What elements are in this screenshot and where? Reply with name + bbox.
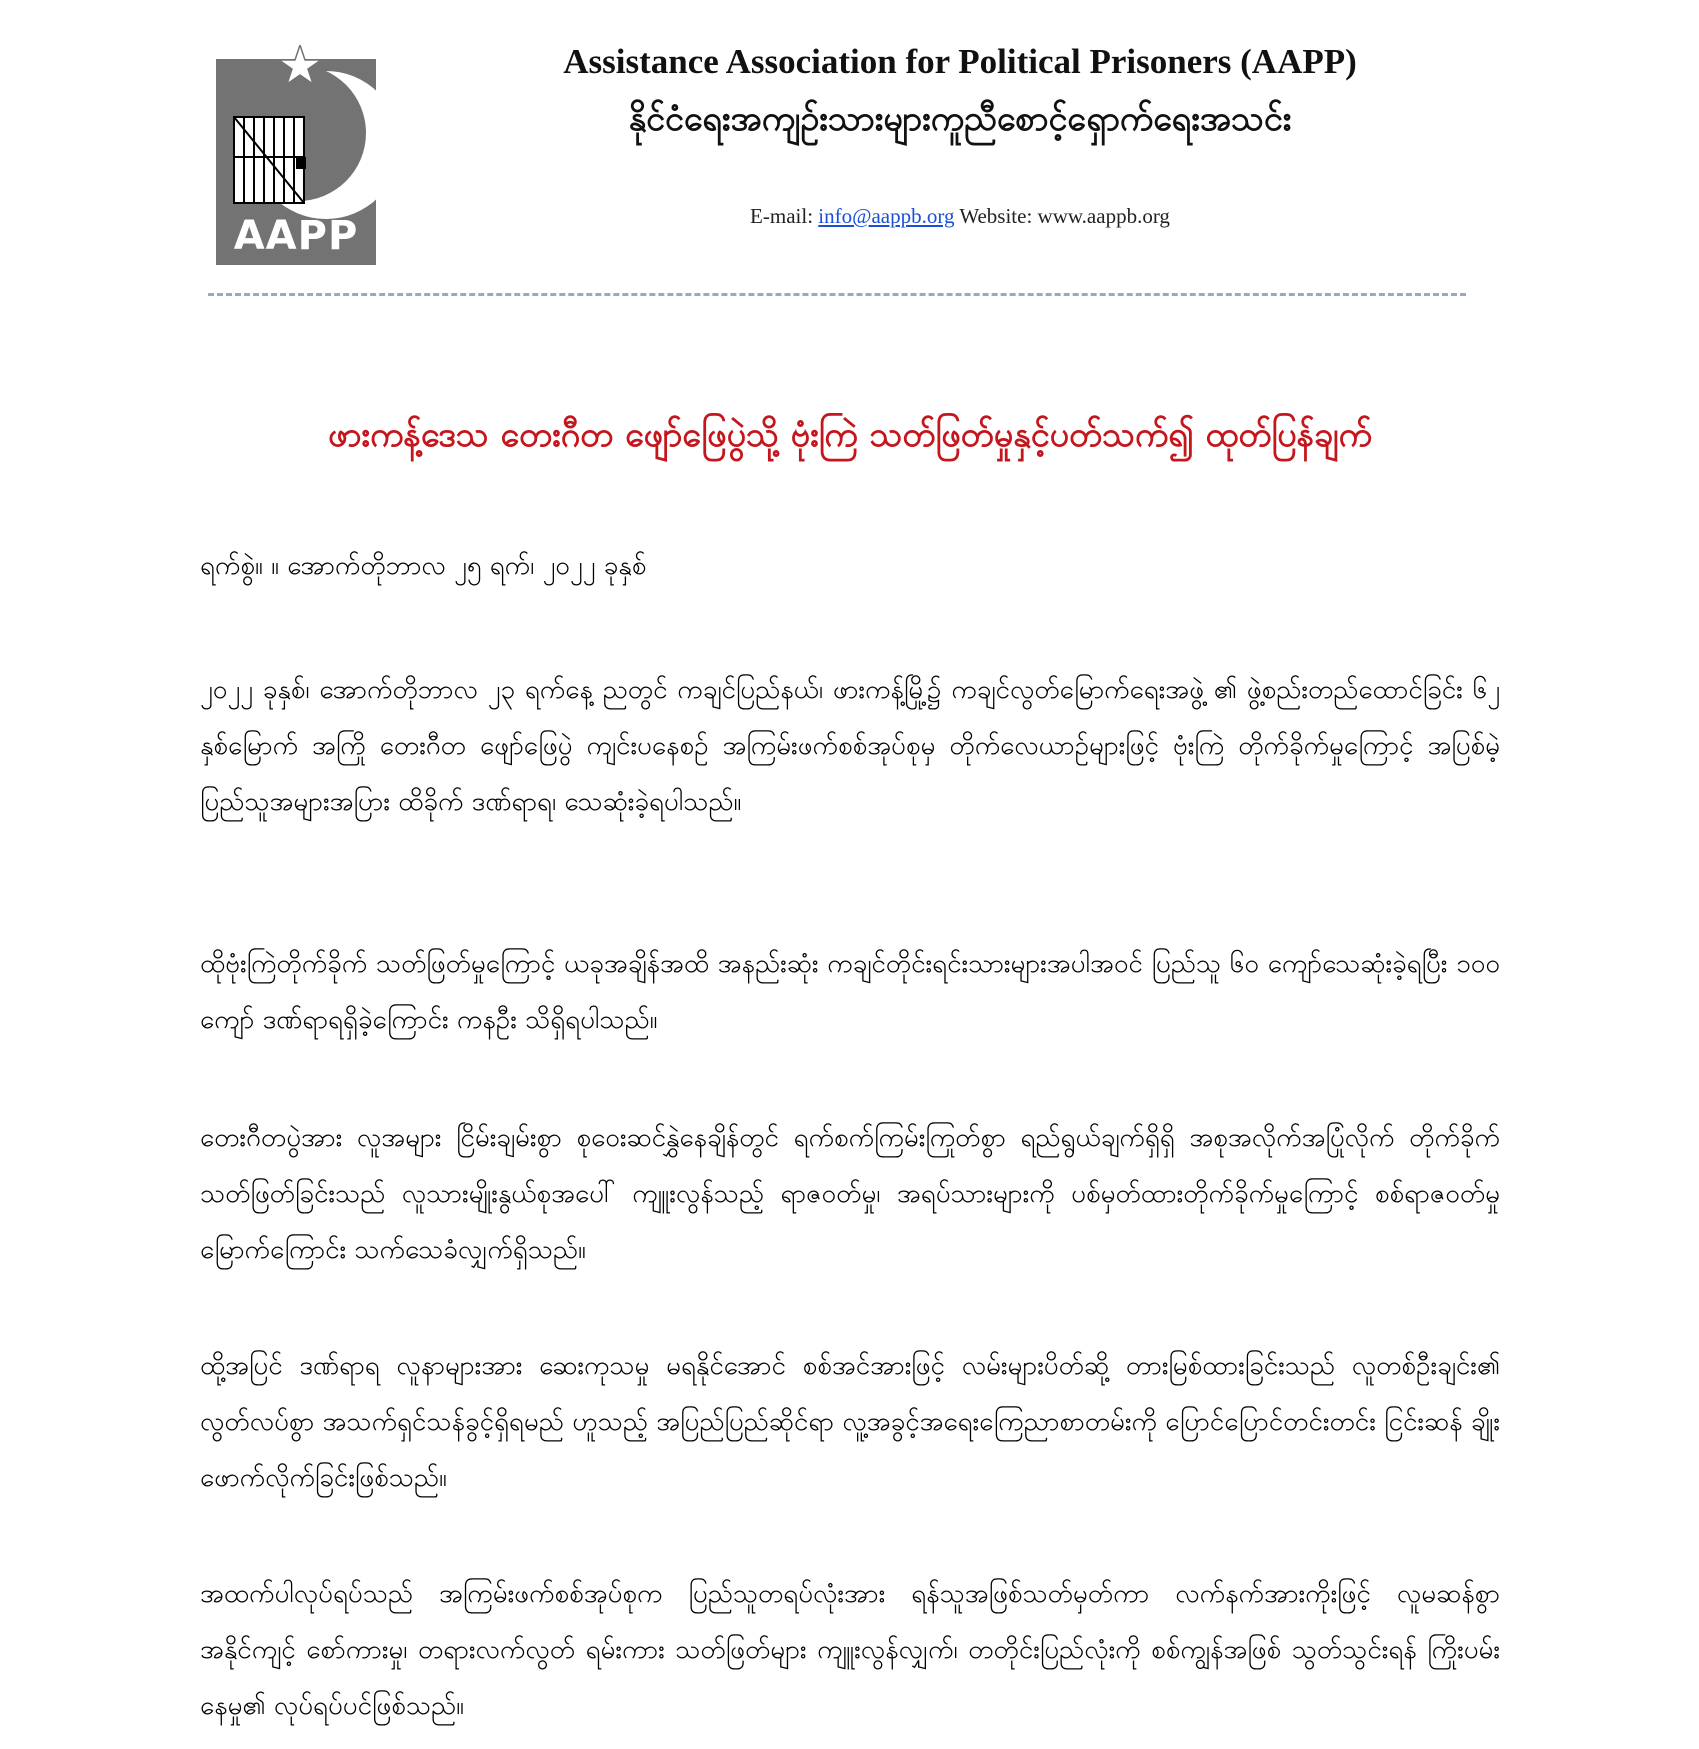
logo-text: AAPP [233, 213, 359, 259]
header-divider [208, 293, 1466, 296]
email-label: E-mail: [750, 204, 814, 228]
email-link[interactable]: info@aappb.org [818, 204, 955, 228]
article-title: ဖားကန့်ဒေသ တေးဂီတ ဖျော်ဖြေပွဲသို့ ဗုံးကြဲ သတ်ဖြတ်မှုနှင့်ပတ်သက်၍ ထုတ်ပြန်ချက် [328, 415, 1372, 455]
website-text: www.aappb.org [1037, 204, 1170, 228]
contact-line [500, 204, 1420, 229]
paragraph-4: ထို့အပြင် ဒဏ်ရာရ လူနာများအား ဆေးကုသမှု မရနိုင်အောင် စစ်အင်အားဖြင့် လမ်းများပိတ်ဆို့ တားမြစ်ထားခြင်းသည် လူတစ်ဦးချင်း၏ လွတ်လပ်စွာ အသက်ရှင်သန်ခွင့်ရှိရမည် ဟူသည့် အပြည်ပြည်ဆိုင်ရာ လူ့အခွင့်အရေးကြေညာစာတမ်းကို ပြောင်ပြောင်တင်းတင်း ငြင်းဆန် ချိုးဖောက်လိုက်ခြင်းဖြစ်သည်။ [200, 1351, 1500, 1493]
paragraph-1: ၂၀၂၂ ခုနှစ်၊ အောက်တိုဘာလ ၂၃ ရက်နေ့ ညတွင် ကချင်ပြည်နယ်၊ ဖားကန့်မြို့၌ ကချင်လွတ်မြောက်ရေးအဖွဲ့ ၏ ဖွဲ့စည်းတည်ထောင်ခြင်း ၆၂ နှစ်မြောက် အကြို တေးဂီတ ဖျော်ဖြေပွဲ ကျင်းပနေစဉ် အကြမ်းဖက်စစ်အုပ်စုမှ တိုက်လေယာဉ်များဖြင့် ဗုံးကြဲ တိုက်ခိုက်မှုကြောင့် အပြစ်မဲ့ ပြည်သူအများအပြား ထိခိုက် ဒဏ်ရာရ၊ သေဆုံးခဲ့ရပါသည်။ [200, 675, 1500, 817]
website-label: Website: [959, 204, 1033, 228]
org-name-burmese: နိုင်ငံရေးအကျဉ်းသားများကူညီစောင့်ရှောက်ရေးအသင်း [628, 99, 1292, 139]
paragraph-3: တေးဂီတပွဲအား လူအများ ငြိမ်းချမ်းစွာ စုဝေးဆင်နွှဲနေချိန်တွင် ရက်စက်ကြမ်းကြုတ်စွာ ရည်ရွယ်ချက်ရှိရှိ အစုအလိုက်အပြုံလိုက် တိုက်ခိုက်သတ်ဖြတ်ခြင်းသည် လူသားမျိုးနွယ်စုအပေါ် ကျူးလွန်သည့် ရာဇဝတ်မှု၊ အရပ်သားများကို ပစ်မှတ်ထားတိုက်ခိုက်မှုကြောင့် စစ်ရာဇဝတ်မှု မြောက်ကြောင်း သက်သေခံလျှက်ရှိသည်။ [200, 1123, 1500, 1265]
dateline: ရက်စွဲ။ ။ အောက်တိုဘာလ ၂၅ ရက်၊ ၂၀၂၂ ခုနှစ် [200, 551, 647, 581]
paragraph-5: အထက်ပါလုပ်ရပ်သည် အကြမ်းဖက်စစ်အုပ်စုက ပြည်သူတရပ်လုံးအား ရန်သူအဖြစ်သတ်မှတ်ကာ လက်နက်အားကိုးဖြင့် လူမဆန်စွာ အနိုင်ကျင့် စော်ကားမှု၊ တရားလက်လွတ် ရမ်းကား သတ်ဖြတ်များ ကျူးလွန်လျှက်၊ တတိုင်းပြည်လုံးကို စစ်ကျွန်အဖြစ် သွတ်သွင်းရန် ကြိုးပမ်းနေမှု၏ လုပ်ရပ်ပင်ဖြစ်သည်။ [200, 1579, 1500, 1721]
aapp-logo [216, 45, 402, 265]
org-name-english: Assistance Association for Political Prisoners (AAPP) [563, 42, 1357, 81]
paragraph-2: ထိုဗုံးကြဲတိုက်ခိုက် သတ်ဖြတ်မှုကြောင့် ယခုအချိန်အထိ အနည်းဆုံး ကချင်တိုင်းရင်းသားများအပါအဝင် ပြည်သူ ၆၀ ကျော်သေဆုံးခဲ့ရပြီး ၁၀၀ ကျော် ဒဏ်ရာရရှိခဲ့ကြောင်း ကနဦး သိရှိရပါသည်။ [200, 949, 1500, 1035]
